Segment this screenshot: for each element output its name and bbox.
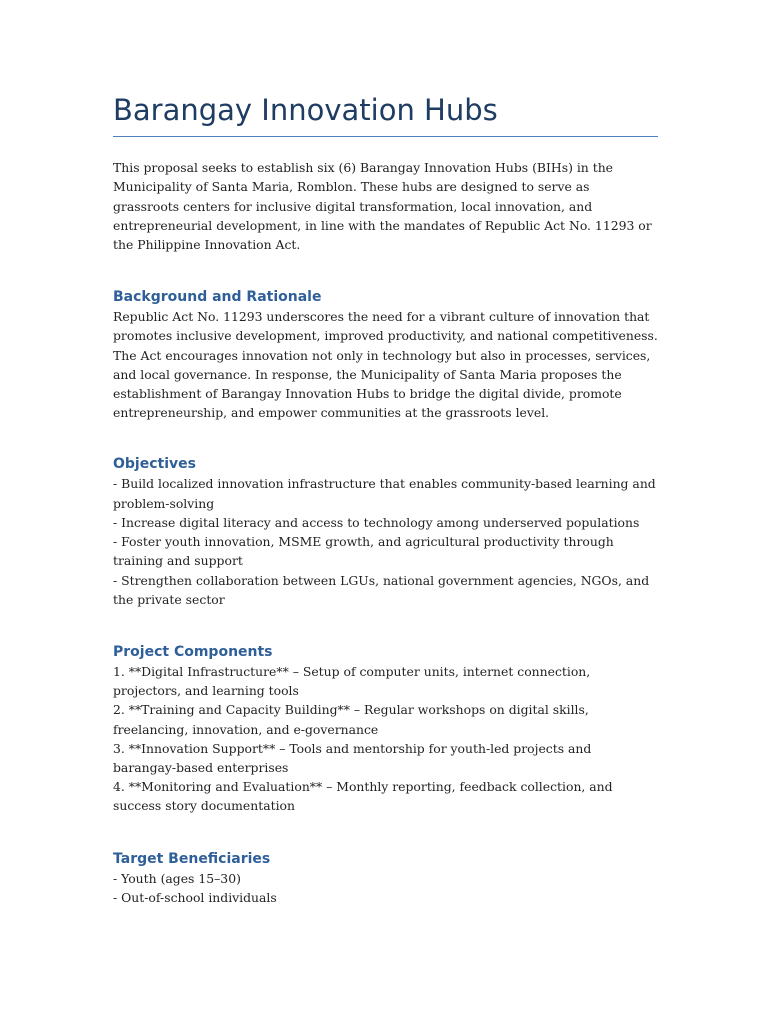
component-item: 1. **Digital Infrastructure** – Setup of computer units, internet connection, projectors, and learning tools — [113, 663, 591, 699]
component-item: 3. **Innovation Support** – Tools and mentorship for youth-led projects and barangay-based enterprises — [113, 740, 592, 775]
objective-item: - Strengthen collaboration between LGUs, national government agencies, NGOs, and the private sector — [113, 572, 650, 607]
component-item: 2. **Training and Capacity Building** – Regular workshops on digital skills, freelancing, innovation, and e-governance — [113, 702, 589, 737]
beneficiary-item: - Youth (ages 15–30) — [113, 870, 241, 886]
heading-components: Project Components — [113, 643, 273, 660]
background-paragraph: Republic Act No. 11293 underscores the need for a vibrant culture of innovation that promotes inclusive development, improved productivity, and national competitiveness. The Act encourages innovation not only in technology but also in processes, services, and local governance. In response, the Municipality of Santa Maria proposes the establishment of Barangay Innovation Hubs to bridge the digital divide, promote entrepreneurship, and empower communities at the grassroots level. — [113, 309, 658, 421]
beneficiaries-list — [113, 869, 658, 907]
objective-item: - Foster youth innovation, MSME growth, and agricultural productivity through training and support — [113, 534, 614, 569]
heading-background: Background and Rationale — [113, 289, 322, 306]
document-content — [113, 92, 658, 907]
objective-item: - Build localized innovation infrastructure that enables community-based learning and problem-solving — [113, 476, 656, 511]
components-list — [113, 662, 658, 816]
objectives-list — [113, 474, 658, 608]
component-item: 4. **Monitoring and Evaluation** – Monthly reporting, feedback collection, and success story documentation — [113, 779, 613, 814]
objective-item: - Increase digital literacy and access to technology among underserved populations — [113, 514, 640, 530]
beneficiary-item: - Out-of-school individuals — [113, 889, 277, 905]
page-title: Barangay Innovation Hubs — [113, 92, 658, 137]
heading-beneficiaries: Target Beneficiaries — [113, 850, 271, 867]
intro-paragraph: This proposal seeks to establish six (6) Barangay Innovation Hubs (BIHs) in the Municipality of Santa Maria, Romblon. These hubs are designed to serve as grassroots centers for inclusive digital transformation, local innovation, and entrepreneurial development, in line with the mandates of Republic Act No. 11293 or the Philippine Innovation Act. — [113, 160, 652, 253]
heading-objectives: Objectives — [113, 456, 196, 473]
